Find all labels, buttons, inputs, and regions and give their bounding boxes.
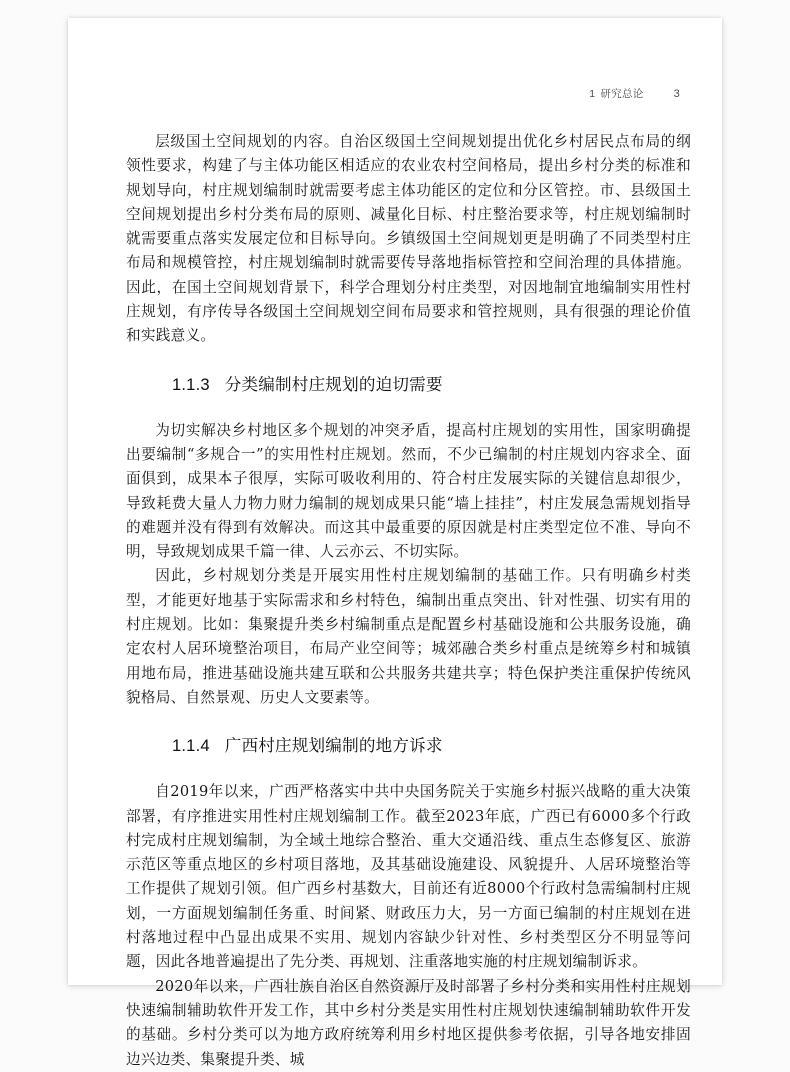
running-head <box>589 86 680 101</box>
running-head-chapter-title: 研究总论 <box>600 88 644 100</box>
section-heading-1-1-3 <box>126 373 691 397</box>
spacer <box>126 710 691 734</box>
paragraph-software-development: 2020年以来，广西壮族自治区自然资源厅及时部署了乡村分类和实用性村庄规划快速编制辅助软件开发工作，其中乡村分类是实用性村庄规划快速编制辅助软件开发的基础。乡村分类可以为地方政府统筹利用乡村地区提供参考依据，引导各地安排固边兴边类、集聚提升类、城 <box>126 977 691 1068</box>
page-number: 3 <box>673 88 680 100</box>
paragraph-guangxi-progress: 自2019年以来，广西严格落实中共中央国务院关于实施乡村振兴战略的重大决策部署，有序推进实用性村庄规划编制工作。截至2023年底，广西已有6000多个行政村完成村庄规划编制，为全域土地综合整治、重大交通沿线、重点生态修复区、旅游示范区等重点地区的乡村项目落地，及其基础设施建设、风貌提升、人居环境整治等工作提供了规划引领。但广西乡村基数大，目前还有近8000个行政村急需编制村庄规划，一方面规划编制任务重、时间紧、财政压力大，另一方面已编制的村庄规划在进村落地过程中凸显出成果不实用、规划内容缺少针对性、乡村类型区分不明显等问题，因此各地普遍提出了先分类、再规划、注重落地实施的村庄规划编制诉求。 <box>126 783 691 971</box>
section-number-1-1-3: 1.1.3 <box>172 374 210 394</box>
book-page-sheet <box>68 18 722 1068</box>
paragraph-classification-basis: 因此，乡村规划分类是开展实用性村庄规划编制的基础工作。只有明确乡村类型，才能更好地基于实际需求和乡村特色，编制出重点突出、针对性强、切实有用的村庄规划。比如：集聚提升类乡村编制重点是配置乡村基础设施和公共服务设施，确定农村人居环境整治项目，布局产业空间等；城郊融合类乡村重点是统筹乡村和城镇用地布局，推进基础设施共建互联和公共服务共建共享；特色保护类注重保护传统风貌格局、自然景观、历史人文要素等。 <box>126 567 691 706</box>
text-column <box>126 130 691 1072</box>
section-number-1-1-4: 1.1.4 <box>172 736 210 756</box>
section-title-1-1-4: 广西村庄规划编制的地方诉求 <box>224 736 443 756</box>
paragraph-classification-need: 为切实解决乡村地区多个规划的冲突矛盾，提高村庄规划的实用性，国家明确提出要编制“多规合一”的实用性村庄规划。然而，不少已编制的村庄规划内容求全、面面俱到，成果本子很厚，实际可吸收利用的、符合村庄发展实际的关键信息却很少，导致耗费大量人力物力财力编制的规划成果只能“墙上挂挂”，村庄发展急需规划指导的难题并没有得到有效解决。而这其中最重要的原因就是村庄类型定位不准、导向不明，导致规划成果千篇一律、人云亦云、不切实际。 <box>126 421 691 561</box>
running-head-chapter-number: 1 <box>589 88 596 100</box>
paragraph-intro-continued: 层级国土空间规划的内容。自治区级国土空间规划提出优化乡村居民点布局的纲领性要求，构建了与主体功能区相适应的农业农村空间格局，提出乡村分类的标准和规划导向，村庄规划编制时就需要考虑主体功能区的定位和分区管控。市、县级国土空间规划提出乡村分类布局的原则、减量化目标、村庄整治要求等，村庄规划编制时就需要重点落实发展定位和目标导向。乡镇级国土空间规划更是明确了不同类型村庄布局和规模管控，村庄规划编制时就需要传导落地指标管控和空间治理的具体措施。因此，在国土空间规划背景下，科学合理划分村庄类型，对因地制宜地编制实用性村庄规划，有序传导各级国土空间规划空间布局要求和管控规则，具有很强的理论价值和实践意义。 <box>126 133 691 345</box>
spacer <box>126 397 691 419</box>
spacer <box>126 758 691 780</box>
spacer <box>126 349 691 373</box>
section-heading-1-1-4 <box>126 734 691 758</box>
section-title-1-1-3: 分类编制村庄规划的迫切需要 <box>224 374 443 394</box>
